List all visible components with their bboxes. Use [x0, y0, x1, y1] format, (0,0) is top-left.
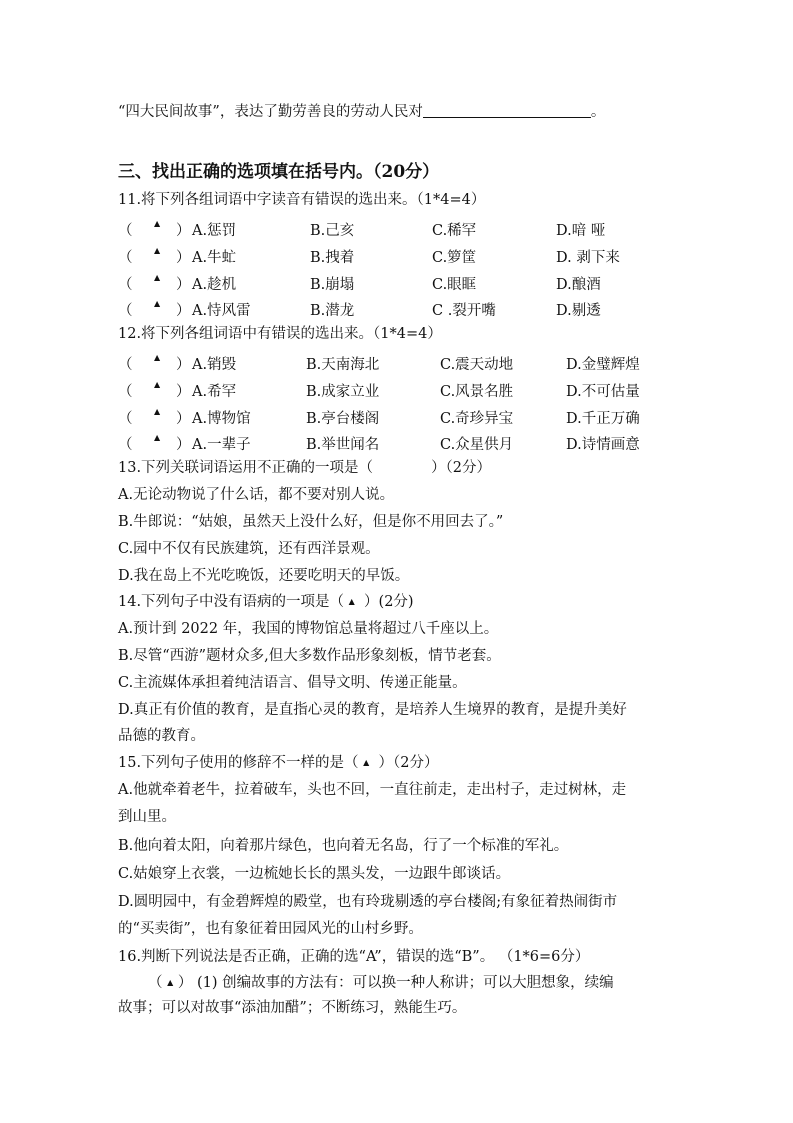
q15-option-d: D.圆明园中，有金碧辉煌的殿堂，也有玲珑剔透的亭台楼阁;有象征着热闹街市 — [118, 894, 618, 910]
q11-row-option-d: D. 剥下来 — [556, 250, 620, 266]
q12-row-option-b: B.成家立业 — [306, 384, 380, 400]
q15-option-c: C.姑娘穿上衣裳，一边梳她长长的黑头发，一边跟牛郎谈话。 — [118, 866, 511, 882]
answer-marker-icon[interactable]: ▲ — [348, 597, 355, 606]
q10-tail-line — [118, 104, 605, 121]
answer-marker-icon[interactable]: ▲ — [154, 407, 161, 416]
q14-option-b: B.尽管“西游”题材众多,但大多数作品形象刻板，情节老套。 — [118, 648, 501, 664]
q12-row-option-b: B.举世闻名 — [306, 437, 380, 453]
q16-stem: 16.判断下列说法是否正确，正确的选“A”，错误的选“B”。 （1*6=6分） — [118, 949, 590, 965]
q12-stem: 12.将下列各组词语中有错误的选出来。（1*4=4） — [118, 326, 442, 342]
q11-row-option-a: A.惩罚 — [192, 223, 237, 239]
answer-marker-icon[interactable]: ▲ — [167, 978, 174, 987]
answer-marker-icon[interactable]: ▲ — [154, 219, 161, 228]
answer-paren-close: ） — [176, 250, 191, 266]
q14-option-d-cont: 品德的教育。 — [118, 728, 205, 744]
q11-row-option-c: C.眼眶 — [432, 277, 477, 293]
q16-item-1-text: (1) 创编故事的方法有：可以换一种人称讲；可以大胆想象，续编 — [196, 975, 614, 991]
q12-row-option-a: A.博物馆 — [192, 411, 251, 427]
answer-paren-close: ） — [176, 357, 191, 373]
q11-row-option-a: A.恃风雷 — [192, 303, 251, 319]
q11-row-option-b: B.潜龙 — [310, 303, 355, 319]
q12-row-option-a: A.销毁 — [192, 357, 237, 373]
q16-item-1 — [148, 975, 614, 992]
q10-tail-end: 。 — [590, 104, 606, 120]
answer-paren-close: ） — [176, 223, 191, 239]
q15-option-b: B.他向着太阳，向着那片绿色，也向着无名岛，行了一个标准的军礼。 — [118, 838, 569, 854]
answer-marker-icon[interactable]: ▲ — [154, 299, 161, 308]
q15-option-a-cont: 到山里。 — [118, 809, 176, 825]
answer-paren-open: （ — [118, 250, 133, 266]
answer-marker-icon[interactable]: ▲ — [154, 246, 161, 255]
q12-row-option-c: C.震天动地 — [440, 357, 514, 373]
q15-option-d-cont: 的“买卖街”，也有象征着田园风光的山村乡野。 — [118, 921, 423, 937]
q11-row-option-a: A.趁机 — [192, 277, 237, 293]
q14-stem — [118, 594, 414, 611]
answer-paren-close: ） — [177, 975, 193, 991]
q13-option-b: B.牛郎说：“姑娘，虽然天上没什么好，但是你不用回去了。” — [118, 514, 504, 530]
q12-row-option-d: D.不可估量 — [566, 384, 640, 400]
q10-tail-text: “四大民间故事”，表达了勤劳善良的劳动人民对 — [118, 104, 423, 120]
answer-paren-open: （ — [118, 303, 133, 319]
q11-row-option-c: C.稀罕 — [432, 223, 477, 239]
q11-row-option-d: D.剔透 — [556, 303, 601, 319]
q14-stem-points: ）(2分) — [364, 594, 414, 610]
answer-paren-close: ） — [176, 303, 191, 319]
q14-option-c: C.主流媒体承担着纯洁语言、倡导文明、传递正能量。 — [118, 675, 467, 691]
q13-stem — [118, 460, 491, 477]
answer-paren-open: （ — [118, 384, 133, 400]
q14-option-d: D.真正有价值的教育，是直指心灵的教育，是培养人生境界的教育，是提升美好 — [118, 702, 627, 718]
q14-stem-text: 14.下列句子中没有语病的一项是（ — [118, 594, 345, 610]
q11-row-option-c: C.箩筐 — [432, 250, 477, 266]
q15-stem-points: ）（2分） — [378, 755, 439, 771]
q13-option-a: A.无论动物说了什么话，都不要对别人说。 — [118, 487, 395, 503]
answer-marker-icon[interactable]: ▲ — [154, 273, 161, 282]
answer-paren-open: （ — [118, 437, 133, 453]
q13-option-c: C.园中不仅有民族建筑，还有西洋景观。 — [118, 541, 380, 557]
q11-row-option-a: A.牛虻 — [192, 250, 237, 266]
answer-paren-close: ） — [176, 411, 191, 427]
q12-row-option-c: C.风景名胜 — [440, 384, 514, 400]
answer-paren-open: （ — [118, 223, 133, 239]
q11-row-option-d: D.喑 哑 — [556, 223, 606, 239]
q12-row-option-a: A.希罕 — [192, 384, 237, 400]
q11-row-option-b: B.拽着 — [310, 250, 355, 266]
answer-paren-close: ） — [176, 384, 191, 400]
answer-paren-open: （ — [118, 357, 133, 373]
q14-option-a: A.预计到 2022 年，我国的博物馆总量将超过八千座以上。 — [118, 621, 499, 637]
answer-marker-icon[interactable]: ▲ — [363, 758, 370, 767]
answer-blank[interactable] — [423, 105, 591, 118]
q12-row-option-c: C.奇珍异宝 — [440, 411, 514, 427]
answer-paren-close: ） — [176, 277, 191, 293]
answer-marker-icon[interactable]: ▲ — [154, 353, 161, 362]
q12-row-option-d: D.诗情画意 — [566, 437, 640, 453]
section-title: 三、找出正确的选项填在括号内。（20分） — [118, 162, 440, 182]
q12-row-option-b: B.亭台楼阁 — [306, 411, 380, 427]
q15-stem — [118, 755, 439, 772]
answer-marker-icon[interactable]: ▲ — [154, 433, 161, 442]
q11-row-option-b: B.己亥 — [310, 223, 355, 239]
q12-row-option-a: A.一辈子 — [192, 437, 251, 453]
q11-stem: 11.将下列各组词语中字读音有错误的选出来。（1*4=4） — [118, 192, 486, 208]
q12-row-option-d: D.千正万确 — [566, 411, 640, 427]
q11-row-option-b: B.崩塌 — [310, 277, 355, 293]
answer-paren-open: （ — [148, 975, 163, 991]
q13-stem-points: ）（2分） — [431, 460, 492, 476]
q16-item-1-cont: 故事；可以对故事“添油加醋”；不断练习，熟能生巧。 — [118, 1000, 467, 1016]
q12-row-option-c: C.众星供月 — [440, 437, 514, 453]
q15-stem-text: 15.下列句子使用的修辞不一样的是（ — [118, 755, 359, 771]
q13-stem-text: 13.下列关联词语运用不正确的一项是（ — [118, 460, 374, 476]
q11-row-option-c: C .裂开嘴 — [432, 303, 496, 319]
answer-paren-close: ） — [176, 437, 191, 453]
answer-paren-open: （ — [118, 277, 133, 293]
q15-option-a: A.他就牵着老牛，拉着破车，头也不回，一直往前走，走出村子，走过树林，走 — [118, 782, 627, 798]
q13-option-d: D.我在岛上不光吃晚饭，还要吃明天的早饭。 — [118, 568, 410, 584]
answer-marker-icon[interactable]: ▲ — [154, 380, 161, 389]
q12-row-option-b: B.天南海北 — [306, 357, 380, 373]
q11-row-option-d: D.酿酒 — [556, 277, 601, 293]
answer-paren-open: （ — [118, 411, 133, 427]
q12-row-option-d: D.金璧辉煌 — [566, 357, 640, 373]
